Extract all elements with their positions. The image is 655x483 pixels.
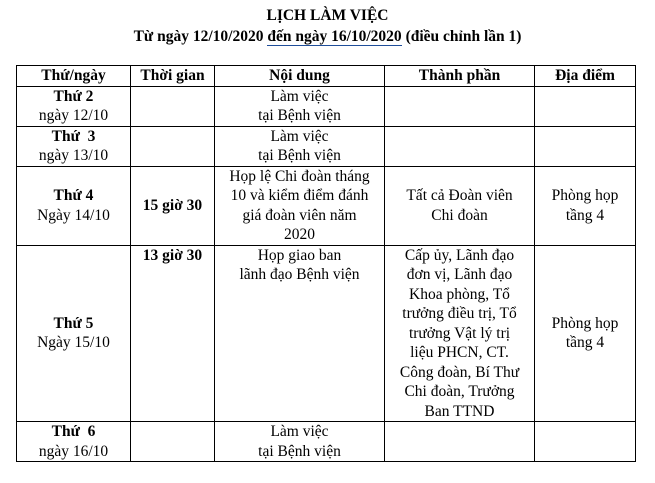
content-cell [215,422,385,462]
participants-line: Cấp ủy, Lãnh đạo [404,246,515,264]
table-row [17,245,636,422]
content-cell [215,126,385,166]
participants-line: liệu PHCN, CT. [410,344,509,361]
day-cell [17,86,131,126]
participants-line: trưởng điều trị, Tổ [402,305,517,322]
content-line: Làm việc [270,127,329,145]
content-cell [215,166,385,245]
content-line: 2020 [284,226,315,243]
schedule-title: LỊCH LÀM VIỆC [266,7,389,24]
day-date: ngày 13/10 [38,147,109,164]
time-cell: 13 giờ 30 [131,245,215,422]
subtitle-adjustment-note: (điều chỉnh lần 1) [401,28,522,45]
day-name: Thứ 2 [53,87,94,105]
day-date: ngày 12/10 [38,107,109,124]
content-line: tại Bệnh viện [258,147,341,164]
time-cell [131,86,215,126]
header-day: Thứ/ngày [17,66,131,87]
content-line: 10 và kiểm điểm đánh [230,187,369,204]
participants-line: Tất cả Đoàn viên [406,187,513,204]
day-name: Thứ 5 [53,314,94,332]
day-date: ngày 16/10 [38,442,109,460]
content-line: Họp lệ Chi đoàn tháng [229,167,370,185]
table-row [17,166,636,245]
content-cell [215,86,385,126]
participants-cell [385,245,535,422]
location-line: tầng 4 [565,334,605,352]
content-line: giá đoàn viên năm [242,206,357,224]
day-cell [17,126,131,166]
day-date: Ngày 15/10 [37,334,110,352]
day-cell [17,422,131,462]
header-time: Thời gian [131,66,215,87]
day-date: Ngày 14/10 [37,206,110,224]
day-name: Thứ 6 [51,423,96,440]
location-cell [535,126,636,166]
participants-line: Công đoàn, Bí Thư [399,363,520,381]
location-line: Phòng họp [551,314,619,332]
content-line: tại Bệnh viện [258,442,341,460]
content-line: Làm việc [270,87,329,105]
participants-line: Ban TTND [424,402,495,420]
header-participants: Thành phần [385,66,535,87]
participants-line: Khoa phòng, Tổ [409,285,510,303]
participants-line: đơn vị, Lãnh đạo [406,266,513,283]
participants-line: trưởng Vật lý trị [408,324,511,342]
participants-line: Chi đoàn [431,206,488,224]
time-cell: 15 giờ 30 [131,166,215,245]
content-line: Họp giao ban [257,246,342,264]
participants-cell [385,422,535,462]
participants-cell [385,86,535,126]
table-row [17,86,636,126]
day-cell [17,245,131,422]
day-cell [17,166,131,245]
content-cell [215,245,385,422]
day-name: Thứ 4 [53,187,94,204]
participants-line: Chi đoàn, Trưởng [404,383,515,400]
schedule-subtitle [0,27,655,46]
location-cell [535,166,636,245]
subtitle-to-date: đến ngày 16/10/2020 [267,28,402,45]
time-cell [131,126,215,166]
location-cell [535,422,636,462]
header-content: Nội dung [215,66,385,87]
location-line: Phòng họp [551,187,619,204]
content-line: tại Bệnh viện [258,107,341,124]
location-line: tầng 4 [565,206,605,224]
subtitle-from-date: Từ ngày 12/10/2020 [133,28,268,45]
location-cell [535,245,636,422]
day-name: Thứ 3 [51,127,96,145]
content-line: Làm việc [270,423,329,440]
table-header-row [17,66,636,87]
schedule-table [16,65,636,462]
location-cell [535,86,636,126]
participants-cell [385,126,535,166]
content-line: lãnh đạo Bệnh viện [239,266,360,283]
header-location: Địa điểm [535,66,636,87]
table-row [17,126,636,166]
time-cell [131,422,215,462]
participants-cell [385,166,535,245]
table-row [17,422,636,462]
